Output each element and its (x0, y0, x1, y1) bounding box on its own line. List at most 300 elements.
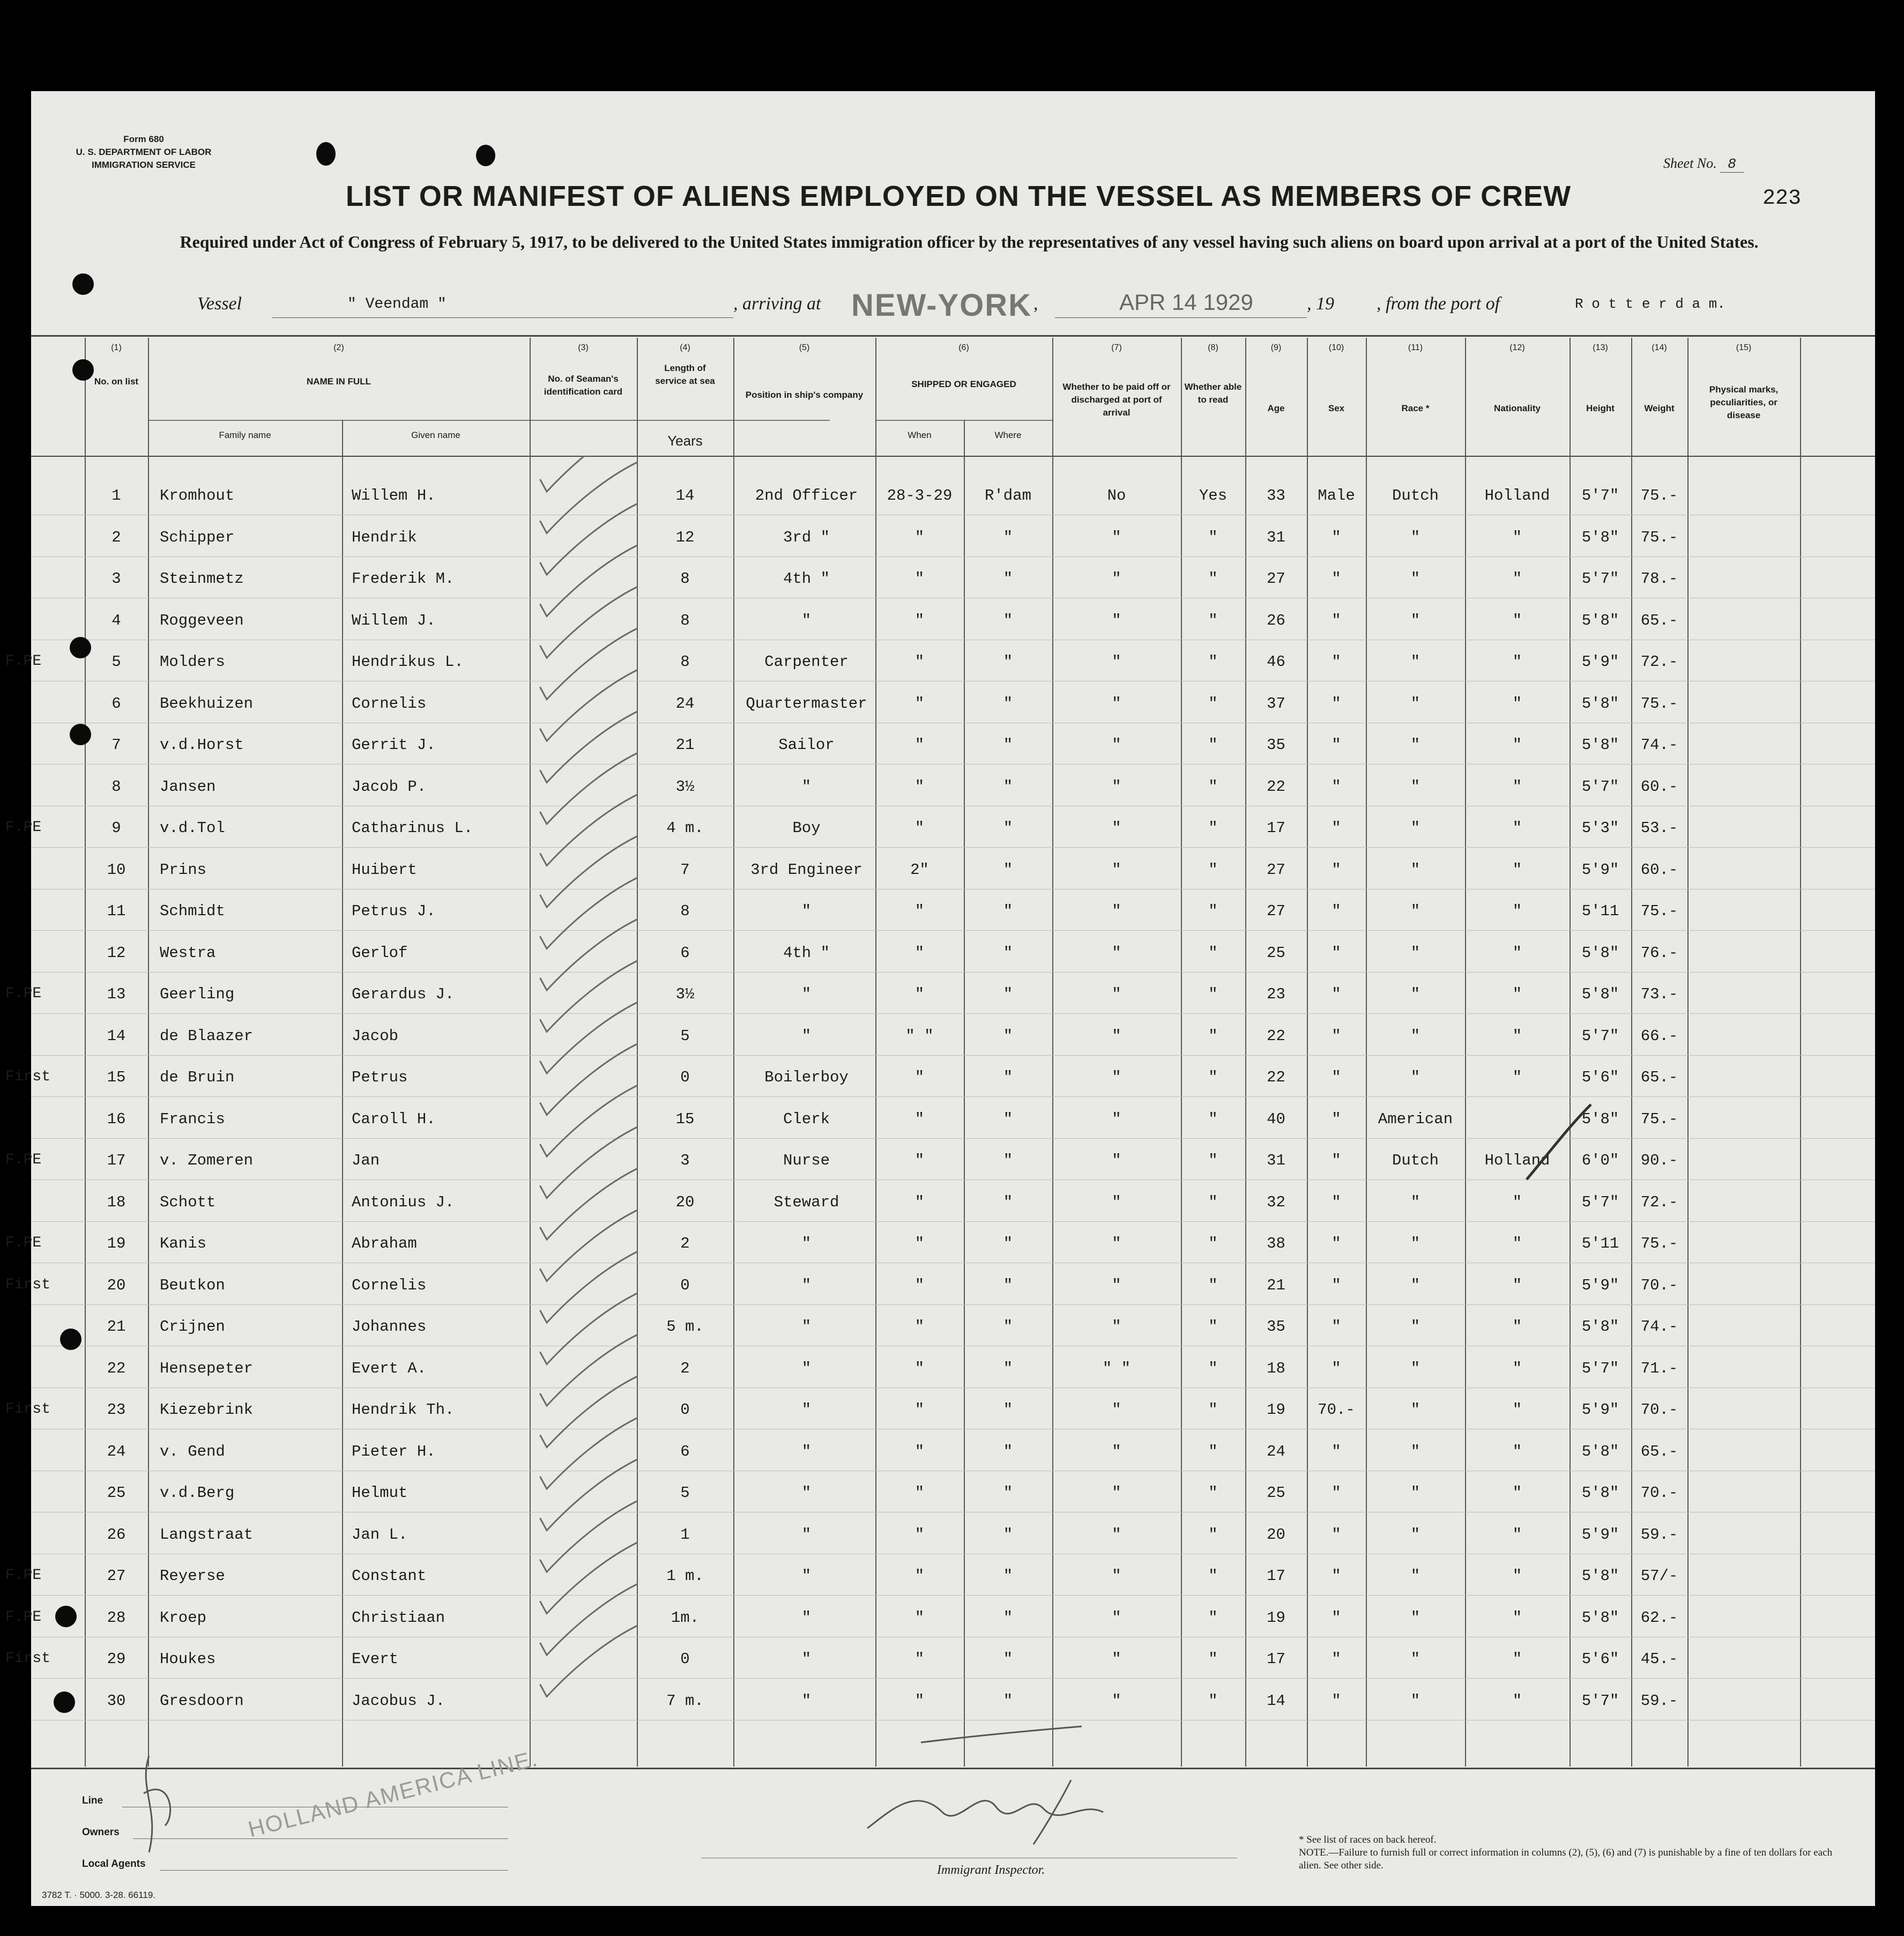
colnum-2: (2) (333, 343, 344, 352)
cell-age: 22 (1267, 1069, 1285, 1086)
agents-underline (160, 1870, 508, 1871)
cell-weight: 72.- (1640, 653, 1678, 671)
cell-position: Sailor (778, 736, 835, 754)
cell-position: " (801, 1235, 812, 1252)
from-label: , from the port of (1377, 294, 1500, 314)
checkmark-stroke (540, 1584, 637, 1655)
cell-weight: 70.- (1640, 1401, 1678, 1419)
page-subtitle: Required under Act of Congress of February 5, 1917, to be delivered to the United States immigration officer by the representatives of any vessel having such aliens on board upon arrival at a port of the United States. (180, 232, 1759, 251)
checkmark-stroke (540, 1044, 637, 1115)
col-line-10 (1307, 338, 1308, 1767)
cell-height: 5'8" (1581, 1484, 1619, 1502)
col-line-12 (1465, 338, 1466, 1767)
cell-family: Roggeveen (160, 611, 244, 629)
page-number: 223 (1762, 187, 1802, 211)
cell-position: Boilerboy (764, 1069, 849, 1086)
cell-position: 4th " (783, 570, 830, 588)
cell-height: 5'7" (1581, 1692, 1619, 1710)
cell-no: 21 (107, 1318, 126, 1336)
cell-read: " (1208, 1401, 1218, 1419)
col-line-1 (85, 338, 86, 1767)
cell-weight: 75.- (1640, 902, 1678, 920)
cell-no: 5 (111, 653, 121, 671)
cell-height: 5'8" (1581, 944, 1619, 962)
col-line-14 (1631, 338, 1632, 1767)
cell-no: 8 (111, 777, 121, 796)
cell-service: 2 (680, 1235, 690, 1252)
cell-given: Huibert (352, 861, 417, 879)
cell-age: 24 (1267, 1442, 1285, 1460)
cell-family: v.d.Horst (160, 736, 244, 754)
cell-given: Christiaan (352, 1608, 445, 1627)
cell-race: " (1410, 653, 1420, 671)
cell-nat: " (1512, 985, 1522, 1003)
cell-weight: 75.- (1640, 528, 1678, 546)
cell-where: " (1003, 819, 1013, 837)
checkmark-stroke (540, 836, 637, 907)
cell-sex: " (1332, 1069, 1341, 1086)
checkmark-stroke (540, 1335, 637, 1406)
cell-nat: " (1512, 1193, 1522, 1211)
cell-paid: " (1112, 1110, 1121, 1128)
cell-nat: " (1512, 902, 1522, 920)
cell-family: Gresdoorn (160, 1692, 244, 1710)
cell-position: " (801, 777, 812, 796)
cell-height: 5'11 (1581, 902, 1619, 920)
cell-position: " (801, 611, 812, 629)
cell-read: " (1208, 1567, 1218, 1585)
cell-service: 6 (680, 1442, 690, 1460)
vessel-name: " Veendam " (347, 296, 447, 313)
checkmark-stroke (540, 919, 637, 990)
from-port: R o t t e r d a m. (1575, 296, 1726, 312)
cell-position: " (801, 1401, 812, 1419)
header-shipped-engaged: SHIPPED OR ENGAGED (911, 379, 1016, 389)
cell-paid: No (1107, 487, 1126, 505)
cell-family: v.d.Berg (160, 1484, 235, 1502)
cell-nat: " (1512, 528, 1522, 546)
cell-race: " (1410, 694, 1420, 713)
cell-height: 5'6" (1581, 1069, 1619, 1086)
cell-race: " (1410, 819, 1420, 837)
cell-family: Molders (160, 653, 225, 671)
cell-where: " (1003, 1318, 1013, 1336)
cell-height: 5'7" (1581, 777, 1619, 796)
cell-when: " (914, 570, 925, 588)
cell-sex: " (1332, 819, 1341, 837)
cell-position: Carpenter (764, 653, 849, 671)
cell-height: 5'7" (1581, 1359, 1619, 1377)
cell-margin: First (5, 1650, 51, 1667)
cell-position: " (801, 902, 812, 920)
cell-where: " (1003, 1692, 1013, 1710)
cell-no: 16 (107, 1110, 126, 1128)
cell-when: " (914, 1401, 925, 1419)
cell-age: 19 (1267, 1401, 1285, 1419)
cell-given: Evert (352, 1650, 399, 1668)
checkmark-stroke (540, 712, 637, 783)
race-note: * See list of races on back hereof. (1299, 1834, 1437, 1845)
cell-service: 1 (680, 1525, 690, 1544)
cell-when: " (914, 1692, 925, 1710)
row-rule (31, 1678, 1875, 1679)
cell-position: " (801, 1276, 812, 1294)
cell-where: " (1003, 1484, 1013, 1502)
voyage-line (197, 288, 1838, 323)
cell-no: 18 (107, 1193, 126, 1211)
cell-when: " (914, 1608, 925, 1627)
cell-weight: 57/- (1640, 1567, 1678, 1585)
cell-nat: " (1512, 1567, 1522, 1585)
cell-sex: " (1332, 1359, 1341, 1377)
cell-height: 5'8" (1581, 1318, 1619, 1336)
cell-height: 5'8" (1581, 1608, 1619, 1627)
cell-height: 5'9" (1581, 861, 1619, 879)
cell-where: " (1003, 1193, 1013, 1211)
cell-race: " (1410, 1525, 1420, 1544)
cell-given: Antonius J. (352, 1193, 455, 1211)
cell-given: Johannes (352, 1318, 427, 1336)
cell-race: " (1410, 1193, 1420, 1211)
cell-read: Yes (1199, 487, 1228, 505)
cell-weight: 75.- (1640, 694, 1678, 713)
cell-read: " (1208, 944, 1218, 962)
cell-service: 3 (680, 1152, 690, 1169)
cell-where: " (1003, 1567, 1013, 1585)
cell-nat: " (1512, 1525, 1522, 1544)
header-length-service: Length of service at sea (655, 363, 715, 386)
cell-no: 20 (107, 1276, 126, 1294)
cell-paid: " (1112, 1608, 1121, 1627)
cell-when: " (914, 653, 925, 671)
cell-race: " (1410, 1318, 1420, 1336)
cell-read: " (1208, 694, 1218, 713)
colnum-7: (7) (1111, 343, 1122, 352)
colnum-8: (8) (1208, 343, 1218, 352)
cell-read: " (1208, 1442, 1218, 1460)
cell-where: " (1003, 1608, 1013, 1627)
header-physical-marks: Physical marks, peculiarities, or disease (1709, 384, 1779, 420)
cell-family: v. Gend (160, 1442, 225, 1460)
cell-height: 5'11 (1581, 1235, 1619, 1252)
cell-where: " (1003, 736, 1013, 754)
cell-weight: 76.- (1640, 944, 1678, 962)
cell-given: Evert A. (352, 1359, 427, 1377)
cell-weight: 62.- (1640, 1608, 1678, 1627)
cell-age: 17 (1267, 1567, 1285, 1585)
cell-no: 10 (107, 861, 126, 879)
cell-read: " (1208, 1276, 1218, 1294)
arriving-comma: , (1033, 294, 1038, 314)
cell-weight: 70.- (1640, 1276, 1678, 1294)
punch-hole (55, 1606, 77, 1627)
cell-race: " (1410, 1608, 1420, 1627)
cell-paid: " (1112, 653, 1121, 671)
cell-age: 35 (1267, 1318, 1285, 1336)
cell-race: " (1410, 1567, 1420, 1585)
cell-race: " (1410, 1401, 1420, 1419)
cell-when: " (914, 1152, 925, 1169)
cell-no: 2 (111, 528, 121, 546)
cell-family: Steinmetz (160, 570, 244, 588)
cell-position: Boy (792, 819, 821, 837)
cell-where: " (1003, 653, 1013, 671)
cell-family: v. Zomeren (160, 1152, 254, 1169)
cell-read: " (1208, 819, 1218, 837)
cell-when: " (914, 1069, 925, 1086)
col-line-7 (1052, 338, 1053, 1767)
row-rule (31, 1595, 1875, 1596)
cell-no: 15 (107, 1069, 126, 1086)
cell-read: " (1208, 1525, 1218, 1544)
cell-nat: " (1512, 1484, 1522, 1502)
cell-race: Dutch (1392, 1152, 1439, 1169)
cell-position: 2nd Officer (755, 487, 858, 505)
cell-read: " (1208, 902, 1218, 920)
cell-where: " (1003, 1110, 1013, 1128)
checkmark-stroke (540, 795, 637, 866)
cell-nat: " (1512, 1027, 1522, 1045)
cell-nat: " (1512, 1401, 1522, 1419)
cell-when: " (914, 902, 925, 920)
cell-family: Schipper (160, 528, 235, 546)
checkmark-stroke (540, 629, 637, 700)
cell-paid: " (1112, 777, 1121, 796)
cell-service: 8 (680, 611, 690, 629)
cell-read: " (1208, 1650, 1218, 1668)
punch-hole (54, 1692, 75, 1713)
cell-nat: " (1512, 777, 1522, 796)
cell-where: " (1003, 1442, 1013, 1460)
cell-nat: " (1512, 861, 1522, 879)
cell-age: 27 (1267, 861, 1285, 879)
colnum-12: (12) (1509, 343, 1525, 352)
cell-height: 5'8" (1581, 1110, 1619, 1128)
checkmark-stroke (540, 1377, 637, 1448)
cell-race: " (1410, 1442, 1420, 1460)
cell-family: Kanis (160, 1235, 207, 1252)
colnum-10: (10) (1328, 343, 1344, 352)
cell-service: 0 (680, 1069, 690, 1086)
cell-paid: " (1112, 985, 1121, 1003)
cell-where: " (1003, 570, 1013, 588)
year-label: , 19 (1307, 294, 1334, 314)
cell-service: 2 (680, 1359, 690, 1377)
cell-no: 17 (107, 1152, 126, 1169)
cell-sex: " (1332, 1650, 1341, 1668)
cell-height: 5'7" (1581, 487, 1619, 505)
cell-no: 30 (107, 1692, 126, 1710)
checkmark-stroke (540, 1003, 637, 1073)
cell-nat: " (1512, 1318, 1522, 1336)
cell-no: 14 (107, 1027, 126, 1045)
row-rule (31, 1013, 1875, 1014)
cell-when: " (914, 1567, 925, 1585)
checkmark-stroke (540, 1543, 637, 1614)
cell-weight: 60.- (1640, 861, 1678, 879)
cell-sex: " (1332, 570, 1341, 588)
cell-nat: " (1512, 694, 1522, 713)
checkmark-stroke (540, 1294, 637, 1364)
cell-read: " (1208, 777, 1218, 796)
cell-race: " (1410, 1484, 1420, 1502)
cell-given: Jan (352, 1152, 380, 1169)
cell-service: 0 (680, 1650, 690, 1668)
header-name-in-full: NAME IN FULL (307, 376, 371, 387)
cell-no: 28 (107, 1608, 126, 1627)
cell-height: 5'6" (1581, 1650, 1619, 1668)
cell-no: 12 (107, 944, 126, 962)
local-agents-label: Local Agents (82, 1858, 146, 1870)
cell-when: " (914, 1110, 925, 1128)
cell-height: 5'7" (1581, 570, 1619, 588)
cell-position: " (801, 1318, 812, 1336)
cell-where: " (1003, 1027, 1013, 1045)
cell-position: " (801, 1567, 812, 1585)
cell-service: 12 (675, 528, 695, 546)
cell-paid: " (1112, 944, 1121, 962)
cell-no: 22 (107, 1359, 126, 1377)
punch-hole (72, 359, 94, 381)
cell-height: 5'8" (1581, 1442, 1619, 1460)
cell-race: " (1410, 1692, 1420, 1710)
cell-sex: " (1332, 1567, 1341, 1585)
cell-position: " (801, 1650, 812, 1668)
cell-no: 9 (111, 819, 121, 837)
cell-race: " (1410, 528, 1420, 546)
punch-hole (70, 637, 91, 658)
cell-position: " (801, 1608, 812, 1627)
checkmark-stroke (540, 456, 637, 492)
cell-margin: F.PE (5, 1567, 42, 1584)
cell-when: " (914, 1525, 925, 1544)
cell-position: " (801, 1027, 812, 1045)
checkmark-stroke (540, 753, 637, 824)
row-rule (31, 1138, 1875, 1139)
punch-hole (72, 273, 94, 295)
header-where: Where (994, 430, 1022, 440)
cell-no: 27 (107, 1567, 126, 1585)
cell-nat: " (1512, 1692, 1522, 1710)
cell-no: 7 (111, 736, 121, 754)
cell-family: Beutkon (160, 1276, 225, 1294)
punch-hole (70, 724, 91, 745)
cell-weight: 65.- (1640, 1442, 1678, 1460)
cell-given: Caroll H. (352, 1110, 436, 1128)
cell-read: " (1208, 1359, 1218, 1377)
colnum-15: (15) (1736, 343, 1752, 352)
cell-position: " (801, 985, 812, 1003)
col-line-15 (1687, 338, 1689, 1767)
cell-read: " (1208, 1110, 1218, 1128)
cell-race: " (1410, 1027, 1420, 1045)
header-bottom-border (31, 456, 1875, 457)
cell-when: " (914, 1318, 925, 1336)
cell-sex: " (1332, 1235, 1341, 1252)
col-line-6 (875, 338, 876, 1767)
cell-paid: " (1112, 1276, 1121, 1294)
colnum-4: (4) (680, 343, 690, 352)
header-weight: Weight (1644, 403, 1675, 413)
manifest-sheet (5, 91, 1875, 1906)
cell-height: 5'8" (1581, 611, 1619, 629)
cell-age: 17 (1267, 819, 1285, 837)
cell-no: 13 (107, 985, 126, 1003)
cell-age: 21 (1267, 1276, 1285, 1294)
cell-where: " (1003, 1152, 1013, 1169)
cell-position: " (801, 1484, 812, 1502)
cell-race: " (1410, 1069, 1420, 1086)
cell-where: " (1003, 902, 1013, 920)
cell-nat: " (1512, 1069, 1522, 1086)
cell-paid: " (1112, 1401, 1121, 1419)
checkmark-stroke (540, 670, 637, 741)
cell-position: " (801, 1692, 812, 1710)
cell-weight: 90.- (1640, 1152, 1678, 1169)
colnum-11: (11) (1408, 343, 1423, 352)
col-line-2 (148, 338, 149, 1767)
cell-service: 20 (675, 1193, 695, 1211)
cell-service: 3½ (675, 985, 695, 1003)
cell-sex: " (1332, 1442, 1341, 1460)
cell-age: 23 (1267, 985, 1285, 1003)
cell-family: Kromhout (160, 487, 235, 505)
cell-given: Gerrit J. (352, 736, 436, 754)
cell-margin: F.PE (5, 1235, 42, 1251)
cell-when: " (914, 777, 925, 796)
cell-read: " (1208, 611, 1218, 629)
cell-sex: Male (1318, 487, 1355, 505)
cell-when: " (914, 1276, 925, 1294)
cell-family: Reyerse (160, 1567, 225, 1585)
colnum-14: (14) (1652, 343, 1667, 352)
cell-service: 14 (675, 487, 695, 505)
colnum-5: (5) (799, 343, 810, 352)
cell-paid: " (1112, 736, 1121, 754)
cell-sex: " (1332, 1318, 1341, 1336)
cell-family: Francis (160, 1110, 225, 1128)
cell-sex: " (1332, 694, 1341, 713)
cell-paid: " (1112, 528, 1121, 546)
cell-weight: 59.- (1640, 1692, 1678, 1710)
cell-when: " (914, 1650, 925, 1668)
cell-age: 35 (1267, 736, 1285, 754)
cell-position: Clerk (783, 1110, 830, 1128)
cell-where: " (1003, 611, 1013, 629)
cell-service: 8 (680, 570, 690, 588)
cell-given: Gerlof (352, 944, 408, 962)
pencil-strike (1521, 1099, 1596, 1185)
cell-height: 5'8" (1581, 1567, 1619, 1585)
cell-where: " (1003, 1650, 1013, 1668)
cell-sex: " (1332, 736, 1341, 754)
cell-when: " (914, 985, 925, 1003)
punch-hole (60, 1329, 81, 1350)
cell-age: 31 (1267, 1152, 1285, 1169)
cell-sex: " (1332, 528, 1341, 546)
cell-when: " (914, 1442, 925, 1460)
header-height: Height (1586, 403, 1615, 413)
form-header (74, 133, 213, 172)
cell-sex: " (1332, 1608, 1341, 1627)
cell-age: 25 (1267, 1484, 1285, 1502)
cell-family: Houkes (160, 1650, 216, 1668)
cell-race: " (1410, 1650, 1420, 1668)
colnum-9: (9) (1270, 343, 1282, 352)
cell-sex: " (1332, 1276, 1341, 1294)
checkmark-stroke (540, 1169, 637, 1240)
cell-where: " (1003, 1525, 1013, 1544)
